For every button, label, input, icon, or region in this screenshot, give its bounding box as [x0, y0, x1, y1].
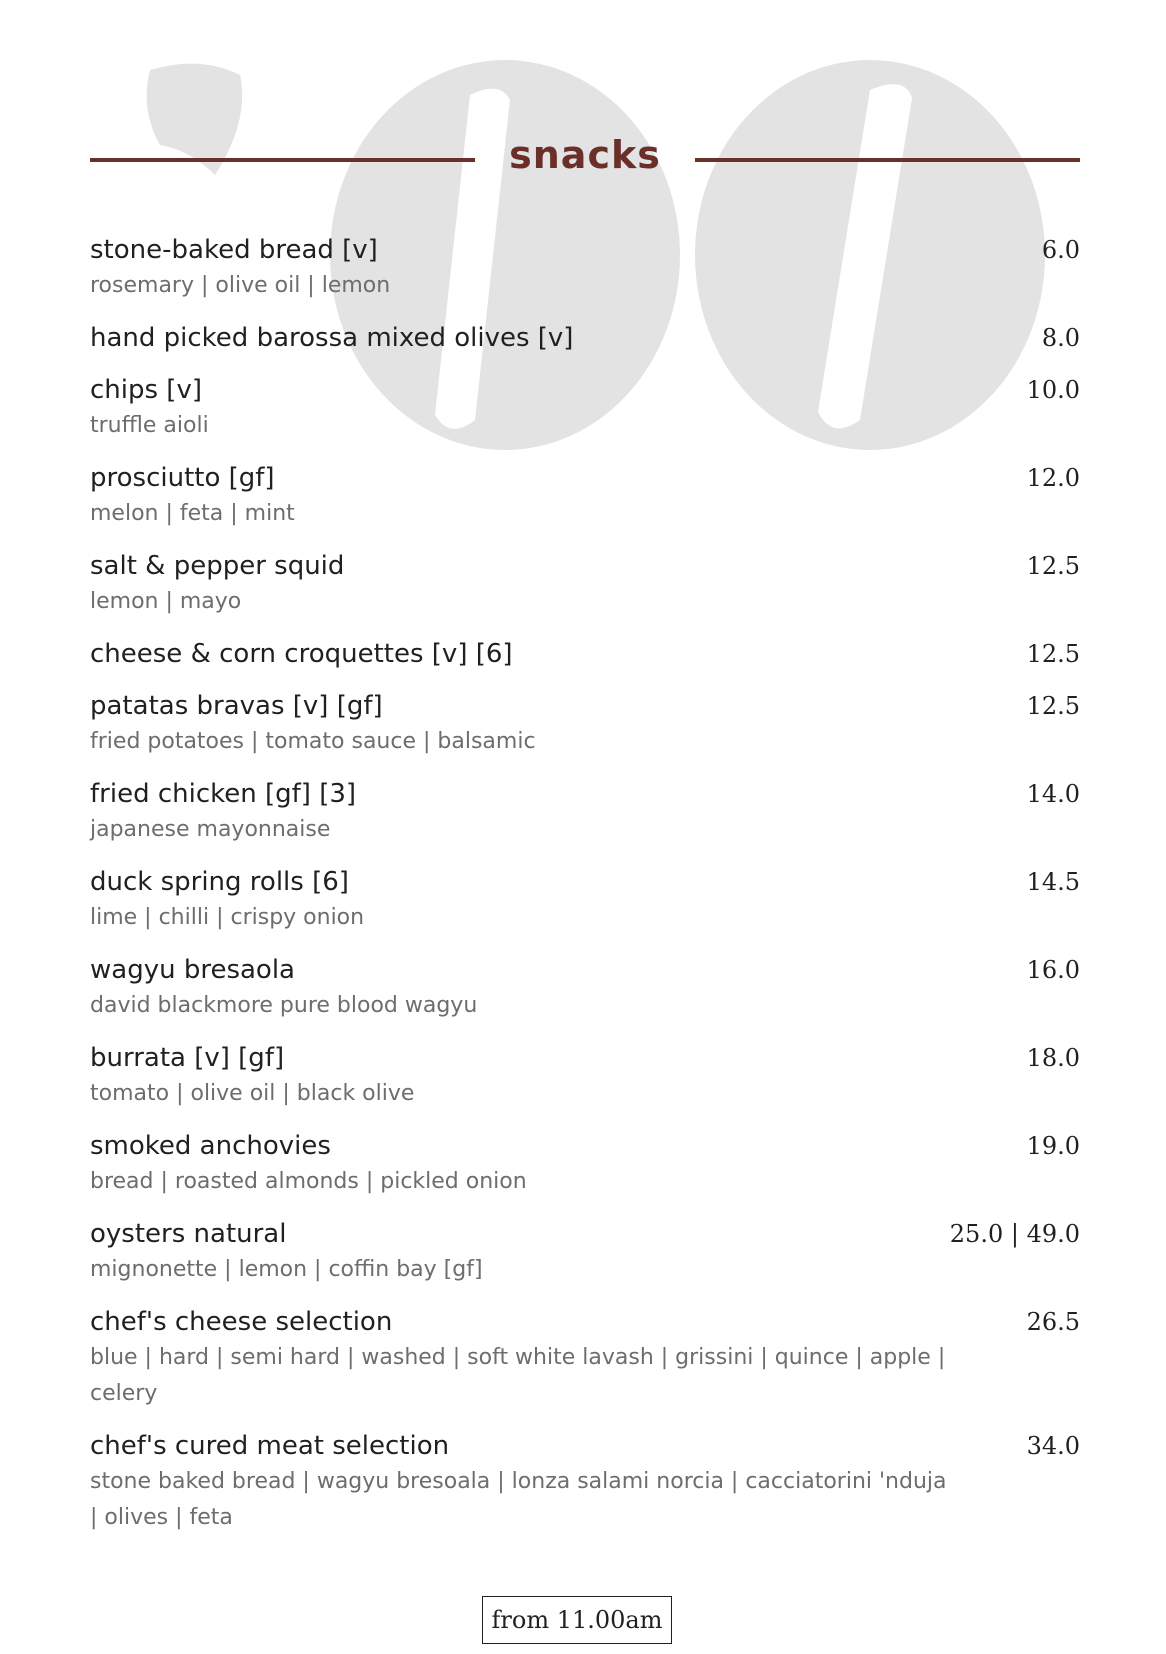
menu-item	[90, 1304, 1080, 1412]
hours-note: from 11.00am	[482, 1596, 672, 1644]
menu-item-price: 18.0	[1026, 1044, 1080, 1072]
menu-item-name: patatas bravas [v] [gf]	[90, 691, 383, 721]
menu-item-description: tomato | olive oil | black olive	[90, 1081, 415, 1106]
menu-item-price: 34.0	[1026, 1432, 1080, 1460]
menu-item-description: lime | chilli | crispy onion	[90, 905, 365, 930]
menu-item-description: blue | hard | semi hard | washed | soft white lavash | grissini | quince | apple | celery	[90, 1345, 946, 1406]
menu-item-price: 25.0 | 49.0	[949, 1220, 1080, 1248]
menu-item	[90, 952, 1080, 1024]
menu-item-name: stone-baked bread [v]	[90, 235, 378, 265]
menu-item-price: 12.5	[1026, 552, 1080, 580]
menu-item-name: prosciutto [gf]	[90, 463, 275, 493]
header-rule-left	[90, 158, 475, 162]
menu-item	[90, 320, 1080, 356]
menu-item-price: 14.5	[1026, 868, 1080, 896]
menu-item-price: 6.0	[1041, 236, 1080, 264]
menu-item-price: 19.0	[1026, 1132, 1080, 1160]
menu-list	[90, 232, 1080, 1552]
menu-item-name: chips [v]	[90, 375, 202, 405]
menu-item	[90, 460, 1080, 532]
menu-item-name: duck spring rolls [6]	[90, 867, 349, 897]
menu-item	[90, 372, 1080, 444]
menu-item	[90, 864, 1080, 936]
menu-item	[90, 1216, 1080, 1288]
menu-item-price: 12.5	[1026, 692, 1080, 720]
menu-item	[90, 548, 1080, 620]
menu-item-description: truffle aioli	[90, 413, 209, 438]
menu-item-description: lemon | mayo	[90, 589, 242, 614]
menu-item-price: 10.0	[1026, 376, 1080, 404]
menu-item	[90, 636, 1080, 672]
menu-item-description: bread | roasted almonds | pickled onion	[90, 1169, 527, 1194]
menu-item	[90, 1040, 1080, 1112]
menu-item-name: chef's cured meat selection	[90, 1431, 450, 1461]
menu-item-description: japanese mayonnaise	[90, 817, 331, 842]
menu-item-description: melon | feta | mint	[90, 501, 295, 526]
menu-item	[90, 776, 1080, 848]
menu-item-name: hand picked barossa mixed olives [v]	[90, 323, 574, 353]
menu-item-description: fried potatoes | tomato sauce | balsamic	[90, 729, 536, 754]
menu-item-name: smoked anchovies	[90, 1131, 331, 1161]
menu-item	[90, 232, 1080, 304]
menu-item-description: david blackmore pure blood wagyu	[90, 993, 478, 1018]
menu-item-description: mignonette | lemon | coffin bay [gf]	[90, 1257, 483, 1282]
menu-item-name: burrata [v] [gf]	[90, 1043, 285, 1073]
menu-item-name: salt & pepper squid	[90, 551, 345, 581]
menu-item-description: stone baked bread | wagyu bresoala | lonza salami norcia | cacciatorini 'nduja | olives | feta	[90, 1469, 947, 1530]
menu-item-price: 8.0	[1041, 324, 1080, 352]
menu-item-price: 14.0	[1026, 780, 1080, 808]
menu-item	[90, 1428, 1080, 1536]
menu-item-name: chef's cheese selection	[90, 1307, 393, 1337]
menu-item-name: oysters natural	[90, 1219, 287, 1249]
menu-item-description: rosemary | olive oil | lemon	[90, 273, 391, 298]
section-header	[90, 130, 1080, 180]
menu-item-name: wagyu bresaola	[90, 955, 295, 985]
menu-item-price: 16.0	[1026, 956, 1080, 984]
menu-item-price: 12.0	[1026, 464, 1080, 492]
menu-item	[90, 688, 1080, 760]
menu-item-price: 26.5	[1026, 1308, 1080, 1336]
menu-item	[90, 1128, 1080, 1200]
menu-item-name: fried chicken [gf] [3]	[90, 779, 357, 809]
section-title: snacks	[509, 133, 661, 177]
header-rule-right	[695, 158, 1080, 162]
menu-item-name: cheese & corn croquettes [v] [6]	[90, 639, 513, 669]
menu-item-price: 12.5	[1026, 640, 1080, 668]
